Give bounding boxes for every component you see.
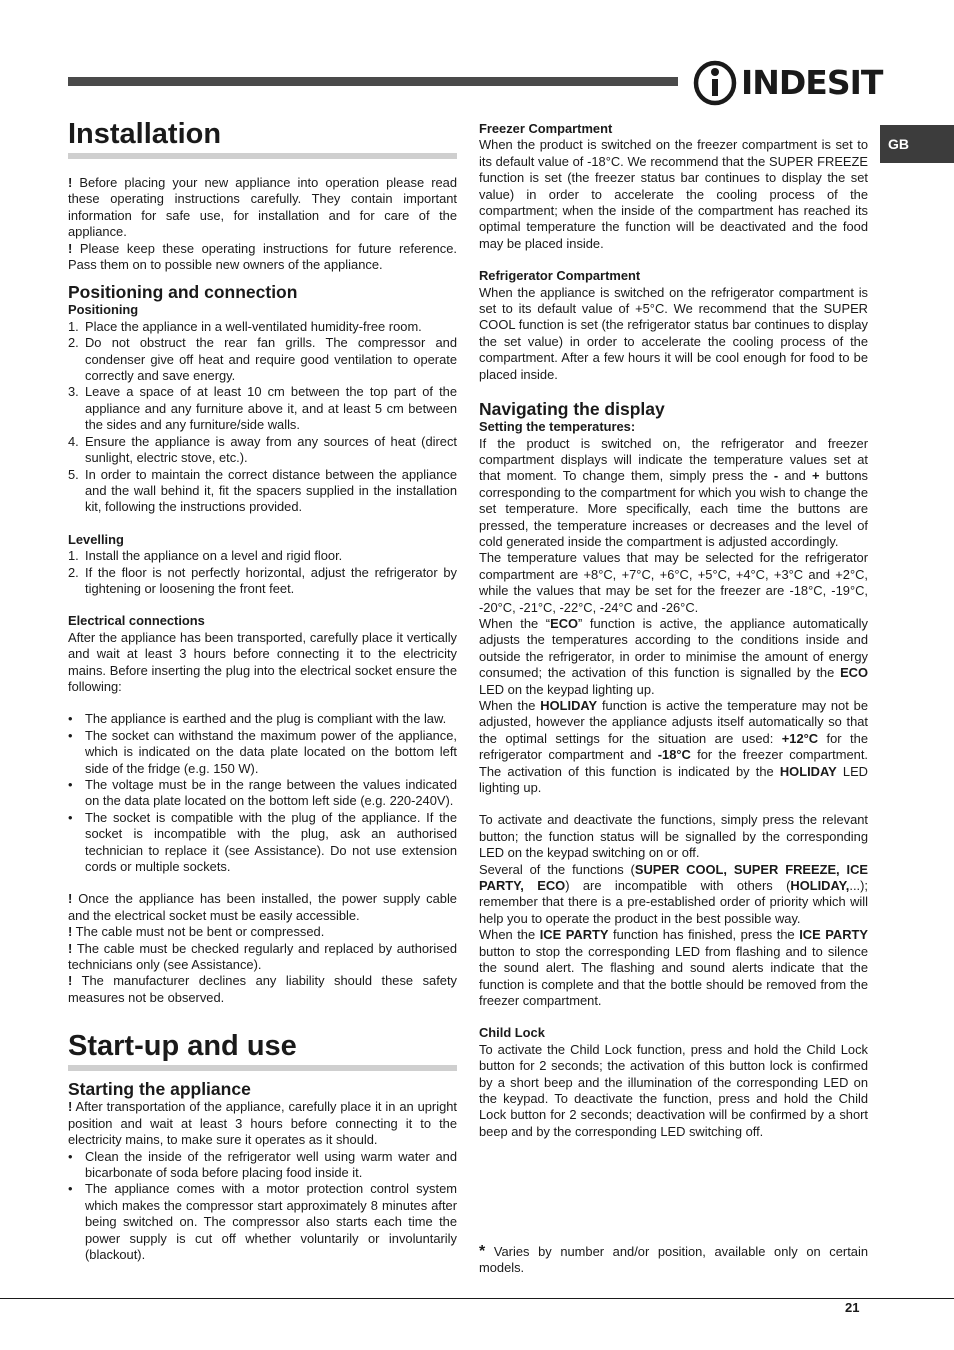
list-item: • Clean the inside of the refrigerator well using warm water and bicarbonate of soda before placing food inside it. (68, 1148, 457, 1180)
warning-note: ! The manufacturer declines any liability should these safety measures not be observed. (68, 973, 457, 1005)
warning-note: ! The cable must be checked regularly and replaced by authorised technicians only (see Assistance). (68, 940, 457, 973)
warning-note: ! The cable must not be bent or compressed. (68, 924, 325, 940)
nav-paragraph-1: If the product is switched on, the refrigerator and freezer compartment displays will indicate the temperature values set at that moment. To change them, simply press the - and + buttons corresponding to the compartment for which you wish to change the set temperature. More specifically, each time the buttons are pressed, the temperature increases or decreases and the level of cold generated inside the compartment is adjusted accordingly. (479, 435, 868, 549)
footer-rule (0, 1298, 954, 1299)
installation-title: Installation (68, 118, 222, 150)
electrical-heading: Electrical connections (68, 613, 205, 629)
right-column (479, 121, 868, 1140)
list-item: • The voltage must be in the range between the values indicated on the data plate located on the bottom left side (e.g. 220-240V). (68, 777, 457, 809)
starting-intro: ! After transportation of the appliance, carefully place it in an upright position and wait at least 3 hours before connecting it to the electricity mains, to make sure it operates as it should. (68, 1099, 457, 1148)
list-item: • The socket can withstand the maximum power of the appliance, which is indicated on the data plate located on the bottom left side of the fridge (e.g. 150 W). (68, 727, 457, 776)
list-item: 4. Ensure the appliance is away from any sources of heat (direct sunlight, electric stove, etc.). (68, 433, 457, 466)
list-item: • The appliance comes with a motor protection control system which makes the compressor start approximately 8 minutes after being switched on. The compressor also starts each time the power supply is cut off whether voluntarily or involuntarily (blackout). (68, 1181, 457, 1262)
list-item: 2. Do not obstruct the rear fan grills. The compressor and condenser give off heat and require good ventilation to operate correctly and save energy. (68, 335, 457, 384)
list-item: 5. In order to maintain the correct distance between the appliance and the wall behind it, fit the spacers supplied in the installation kit, following the instructions provided. (68, 466, 457, 515)
list-item: 2. If the floor is not perfectly horizontal, adjust the refrigerator by tightening or loosening the front feet. (68, 564, 457, 596)
title-rule (68, 153, 457, 159)
indesit-i-logo-icon (693, 58, 737, 106)
list-item: • The socket is compatible with the plug of the appliance. If the socket is incompatible with the plug, ask an authorised technician to replace it (see Assistance). Do not use extension cords or multiple sockets. (68, 809, 457, 875)
list-item: • The appliance is earthed and the plug is compliant with the law. (68, 711, 447, 727)
levelling-heading: Levelling (68, 531, 124, 547)
warning-note: ! Once the appliance has been installed, the power supply cable and the electrical socket must be easily accessible. (68, 891, 457, 923)
positioning-subheading: Positioning (68, 302, 139, 318)
incompatible-paragraph: Several of the functions (SUPER COOL, SUPER FREEZE, ICE PARTY, ECO) are incompatible with others (HOLIDAY,...); remember that there is a pre-established order of priority which will help you to operate the product in the best possible way. (479, 861, 869, 926)
starting-list (68, 1149, 457, 1264)
starting-heading: Starting the appliance (68, 1079, 251, 1100)
holiday-paragraph: When the HOLIDAY function is active the temperature may not be adjusted, however the appliance adjusts itself automatically so that the optimal settings for the situation are used: +12°C for the refrigerator compartment and -18°C for the freezer compartment. The activation of this function is indicated by the HOLIDAY LED lighting up. (479, 698, 868, 796)
page-number: 21 (845, 1300, 860, 1315)
nav-subheading: Setting the temperatures: (479, 419, 636, 435)
list-item: 1. Place the appliance in a well-ventilated humidity-free room. (68, 318, 422, 334)
brand-logo (693, 58, 882, 106)
header-bar (68, 77, 678, 86)
electrical-list (68, 711, 457, 875)
language-tab: GB (880, 125, 954, 163)
list-item: 3. Leave a space of at least 10 cm between the top part of the appliance and any furniture above it, and at least 5 cm between the sides and any furniture/side walls. (68, 384, 457, 433)
activate-paragraph: To activate and deactivate the functions, simply press the relevant button; the function status will be signalled by the corresponding LED on the keypad switching on or off. (479, 812, 868, 861)
fridge-heading: Refrigerator Compartment (479, 268, 641, 284)
childlock-heading: Child Lock (479, 1025, 545, 1041)
freezer-text: When the product is switched on the freezer compartment is set to its default value of -18°C. We recommend that the SUPER FREEZE function is set (the freezer status bar continues to display the set value) in order to accelerate the cooling process of the compartment; when the inside of the compartment has reached its optimal temperature the function will be deactivated and the food may be placed inside. (479, 137, 868, 251)
footnote: * Varies by number and/or position, available only on certain models. (479, 1243, 868, 1276)
brand-name: INDESIT (741, 62, 883, 102)
intro-note-1: ! Before placing your new appliance into operation please read these operating instructions carefully. They contain important information for safe use, for installation and for care of the appliance. (68, 175, 457, 240)
eco-paragraph: When the “ECO” function is active, the appliance automatically adjusts the temperatures according to the conditions inside and outside the refrigerator, in order to minimise the amount of energy consumed; the activation of this function is signalled by the ECO LED on the keypad lighting up. (479, 615, 868, 697)
positioning-list (68, 319, 457, 516)
nav-paragraph-2: The temperature values that may be selected for the refrigerator compartment are +8°C, +7°C, +6°C, +5°C, +4°C, +3°C and +2°C, while the values that may be set for the freezer are -18°C, -19°C, -20°C, -21°C, -22°C, -24°C and -26°C. (479, 550, 868, 615)
positioning-heading: Positioning and connection (68, 282, 298, 303)
electrical-text: After the appliance has been transported, carefully place it vertically and wait at least 3 hours before connecting it to the electricity mains. Before inserting the plug into the electrical socket ensure the following: (68, 629, 457, 694)
title-rule (68, 1065, 457, 1071)
fridge-text: When the appliance is switched on the refrigerator compartment is set to its default value of +5°C. We recommend that the SUPER COOL function is set (the refrigerator status bar continues to display the set value) in order to accelerate the cooling process of the compartment. After a few hours it will be cool enough for food to be placed inside. (479, 284, 868, 382)
nav-heading: Navigating the display (479, 399, 665, 420)
iceparty-paragraph: When the ICE PARTY function has finished, press the ICE PARTY button to stop the corresponding LED from flashing and to silence the sound alert. The flashing and sound alerts indicate that the function is complete and that the bottle should be removed from the freezer compartment. (479, 927, 868, 1008)
freezer-heading: Freezer Compartment (479, 121, 613, 136)
list-item: 1. Install the appliance on a level and rigid floor. (68, 548, 343, 564)
intro-note-2: ! Please keep these operating instructions for future reference. Pass them on to possible new owners of the appliance. (68, 240, 457, 273)
left-column (68, 118, 457, 1263)
childlock-text: To activate the Child Lock function, press and hold the Child Lock button for 2 seconds; the activation of this button lock is confirmed by a short beep and the illumination of the corresponding LED on the keypad. To deactivate the function, press and hold the Child Lock button for 2 seconds; deactivation will be confirmed by a short beep and by the corresponding LED switching off. (479, 1041, 868, 1139)
startup-title: Start-up and use (68, 1030, 297, 1063)
levelling-list (68, 548, 457, 597)
